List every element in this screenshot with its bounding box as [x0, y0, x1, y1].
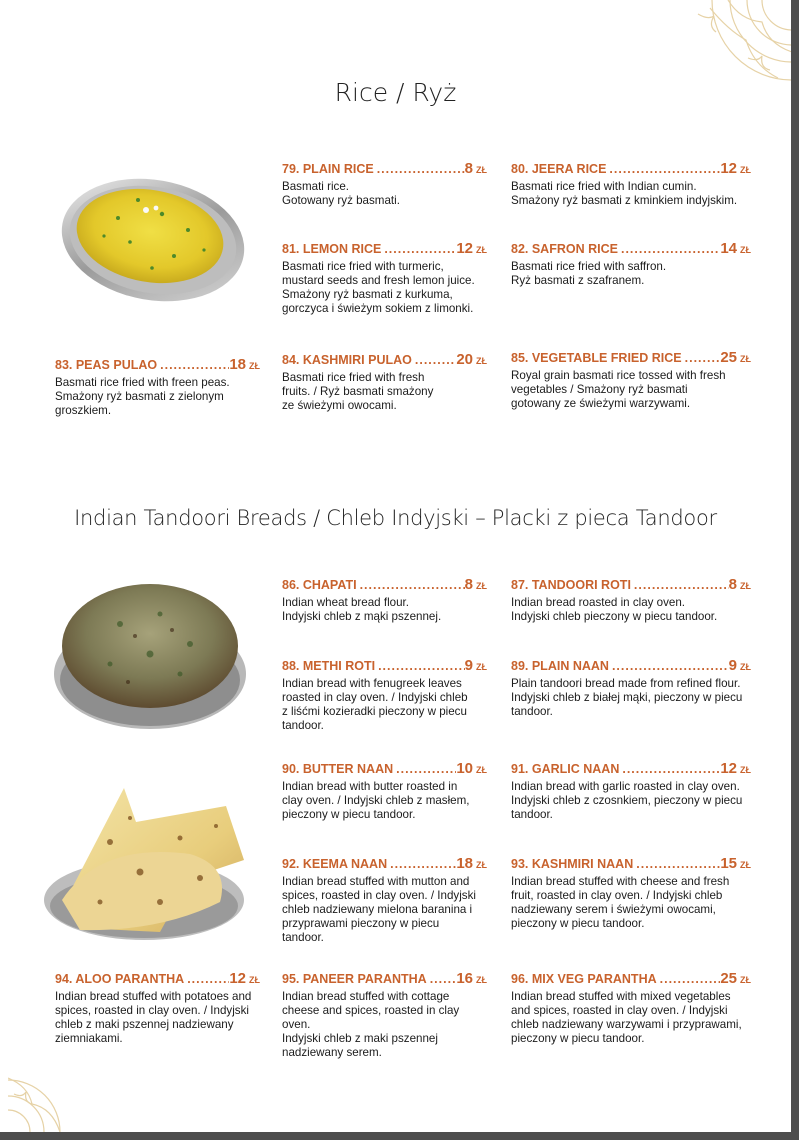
item-price: 8	[464, 576, 473, 593]
item-description: Indian bread with fenugreek leaves roasted in clay oven. / Indyjski chleb z liśćmi kozieradki pieczony w piecu tandoor.	[282, 677, 468, 732]
item-price: 12	[229, 970, 246, 987]
item-currency: ZŁ	[740, 860, 751, 870]
item-name: 85. VEGETABLE FRIED RICE	[511, 351, 682, 365]
item-currency: ZŁ	[249, 361, 260, 371]
menu-item	[55, 970, 260, 1046]
item-name: 87. TANDOORI ROTI	[511, 578, 631, 592]
menu-item	[511, 576, 751, 624]
item-name: 80. JEERA RICE	[511, 162, 607, 176]
item-currency: ZŁ	[476, 975, 487, 985]
item-description: Indian bread stuffed with cheese and fresh fruit, roasted in clay oven. / Indyjski chleb nadziewany serem i świeżymi owocami, pieczony w piecu tandoor.	[511, 875, 730, 930]
item-currency: ZŁ	[476, 245, 487, 255]
item-price: 12	[720, 760, 737, 777]
rice-plate-photo	[58, 170, 248, 305]
item-description: Indian bread with garlic roasted in clay oven. Indyjski chleb z czosnkiem, pieczony w piecu tandoor.	[511, 780, 743, 821]
item-price: 18	[229, 356, 246, 373]
item-price: 9	[464, 657, 473, 674]
item-name: 93. KASHMIRI NAAN	[511, 857, 634, 871]
item-price: 25	[720, 349, 737, 366]
item-price: 8	[728, 576, 737, 593]
menu-item	[511, 657, 751, 719]
item-description: Indian wheat bread flour. Indyjski chleb z mąki pszennej.	[282, 596, 442, 623]
item-price: 16	[456, 970, 473, 987]
item-name: 86. CHAPATI	[282, 578, 357, 592]
item-name: 92. KEEMA NAAN	[282, 857, 388, 871]
item-description: Indian bread stuffed with mutton and spices, roasted in clay oven. / Indyjski chleb nadziewany mielona baranina i przyprawami pieczony w piecu tandoor.	[282, 875, 476, 944]
menu-item	[282, 970, 487, 1060]
item-description: Royal grain basmati rice tossed with fresh vegetables / Smażony ryż basmati gotowany ze świeżymi warzywami.	[511, 369, 726, 410]
naan-basket-photo	[40, 782, 248, 944]
item-description: Indian bread stuffed with potatoes and spices, roasted in clay oven. / Indyjski chleb z maki pszennej nadziewany ziemniakami.	[55, 990, 252, 1045]
item-name: 88. METHI ROTI	[282, 659, 376, 673]
item-currency: ZŁ	[740, 245, 751, 255]
item-price: 12	[720, 160, 737, 177]
item-price: 14	[720, 240, 737, 257]
menu-item	[282, 576, 487, 624]
item-name: 89. PLAIN NAAN	[511, 659, 609, 673]
menu-item	[282, 351, 487, 413]
chapati-bowl-photo	[50, 574, 250, 734]
item-description: Plain tandoori bread made from refined flour. Indyjski chleb z białej mąki, pieczony w piecu tandoor.	[511, 677, 743, 718]
item-name: 90. BUTTER NAAN	[282, 762, 394, 776]
item-currency: ZŁ	[476, 356, 487, 366]
item-currency: ZŁ	[476, 765, 487, 775]
item-price: 10	[456, 760, 473, 777]
item-name: 84. KASHMIRI PULAO	[282, 353, 412, 367]
item-currency: ZŁ	[740, 662, 751, 672]
item-currency: ZŁ	[740, 765, 751, 775]
item-currency: ZŁ	[476, 165, 487, 175]
item-currency: ZŁ	[476, 581, 487, 591]
item-description: Basmati rice. Gotowany ryż basmati.	[282, 180, 400, 207]
item-description: Indian bread roasted in clay oven. Indyjski chleb pieczony w piecu tandoor.	[511, 596, 718, 623]
item-currency: ZŁ	[476, 662, 487, 672]
menu-item	[55, 356, 260, 418]
item-description: Indian bread with butter roasted in clay oven. / Indyjski chleb z masłem, pieczony w piecu tandoor.	[282, 780, 470, 821]
menu-item	[282, 760, 487, 822]
item-description: Basmati rice fried with freen peas. Smażony ryż basmati z zielonym groszkiem.	[55, 376, 230, 417]
item-price: 12	[456, 240, 473, 257]
item-price: 18	[456, 855, 473, 872]
item-currency: ZŁ	[740, 975, 751, 985]
menu-item	[511, 160, 751, 208]
menu-item	[511, 760, 751, 822]
item-price: 9	[728, 657, 737, 674]
item-price: 25	[720, 970, 737, 987]
item-description: Basmati rice fried with Indian cumin. Smażony ryż basmati z kminkiem indyjskim.	[511, 180, 738, 207]
section-title-breads: Indian Tandoori Breads / Chleb Indyjski – Placki z pieca Tandoor	[74, 506, 717, 530]
item-name: 79. PLAIN RICE	[282, 162, 374, 176]
item-name: 94. ALOO PARANTHA	[55, 972, 185, 986]
item-description: Indian bread stuffed with cottage cheese and spices, roasted in clay oven. Indyjski chleb z maki pszennej nadziewany serem.	[282, 990, 460, 1059]
item-currency: ZŁ	[740, 165, 751, 175]
item-name: 95. PANEER PARANTHA	[282, 972, 427, 986]
item-description: Basmati rice fried with turmeric, mustard seeds and fresh lemon juice. Smażony ryż basmati z kurkuma, gorczyca i świeżym sokiem z limonki.	[282, 260, 475, 315]
item-name: 82. SAFRON RICE	[511, 242, 618, 256]
menu-item	[511, 240, 751, 288]
item-name: 96. MIX VEG PARANTHA	[511, 972, 657, 986]
item-price: 15	[720, 855, 737, 872]
item-description: Basmati rice fried with saffron. Ryż basmati z szafranem.	[511, 260, 667, 287]
item-description: Indian bread stuffed with mixed vegetables and spices, roasted in clay oven. / Indyjski chleb nadziewany warzywami i przyprawami, pieczony w piecu tandoor.	[511, 990, 742, 1045]
item-name: 91. GARLIC NAAN	[511, 762, 620, 776]
menu-item	[282, 240, 487, 316]
item-price: 20	[456, 351, 473, 368]
mandala-ornament-icon	[8, 1064, 78, 1132]
menu-item	[282, 855, 487, 945]
item-currency: ZŁ	[740, 354, 751, 364]
menu-item	[511, 349, 751, 411]
item-name: 81. LEMON RICE	[282, 242, 382, 256]
menu-item	[282, 160, 487, 208]
item-price: 8	[464, 160, 473, 177]
section-title-rice: Rice / Ryż	[334, 78, 457, 107]
item-currency: ZŁ	[249, 975, 260, 985]
menu-item	[511, 855, 751, 931]
menu-item	[282, 657, 487, 733]
item-name: 83. PEAS PULAO	[55, 358, 158, 372]
item-currency: ZŁ	[476, 860, 487, 870]
item-currency: ZŁ	[740, 581, 751, 591]
item-description: Basmati rice fried with fresh fruits. / Ryż basmati smażony ze świeżymi owocami.	[282, 371, 434, 412]
menu-item	[511, 970, 751, 1046]
